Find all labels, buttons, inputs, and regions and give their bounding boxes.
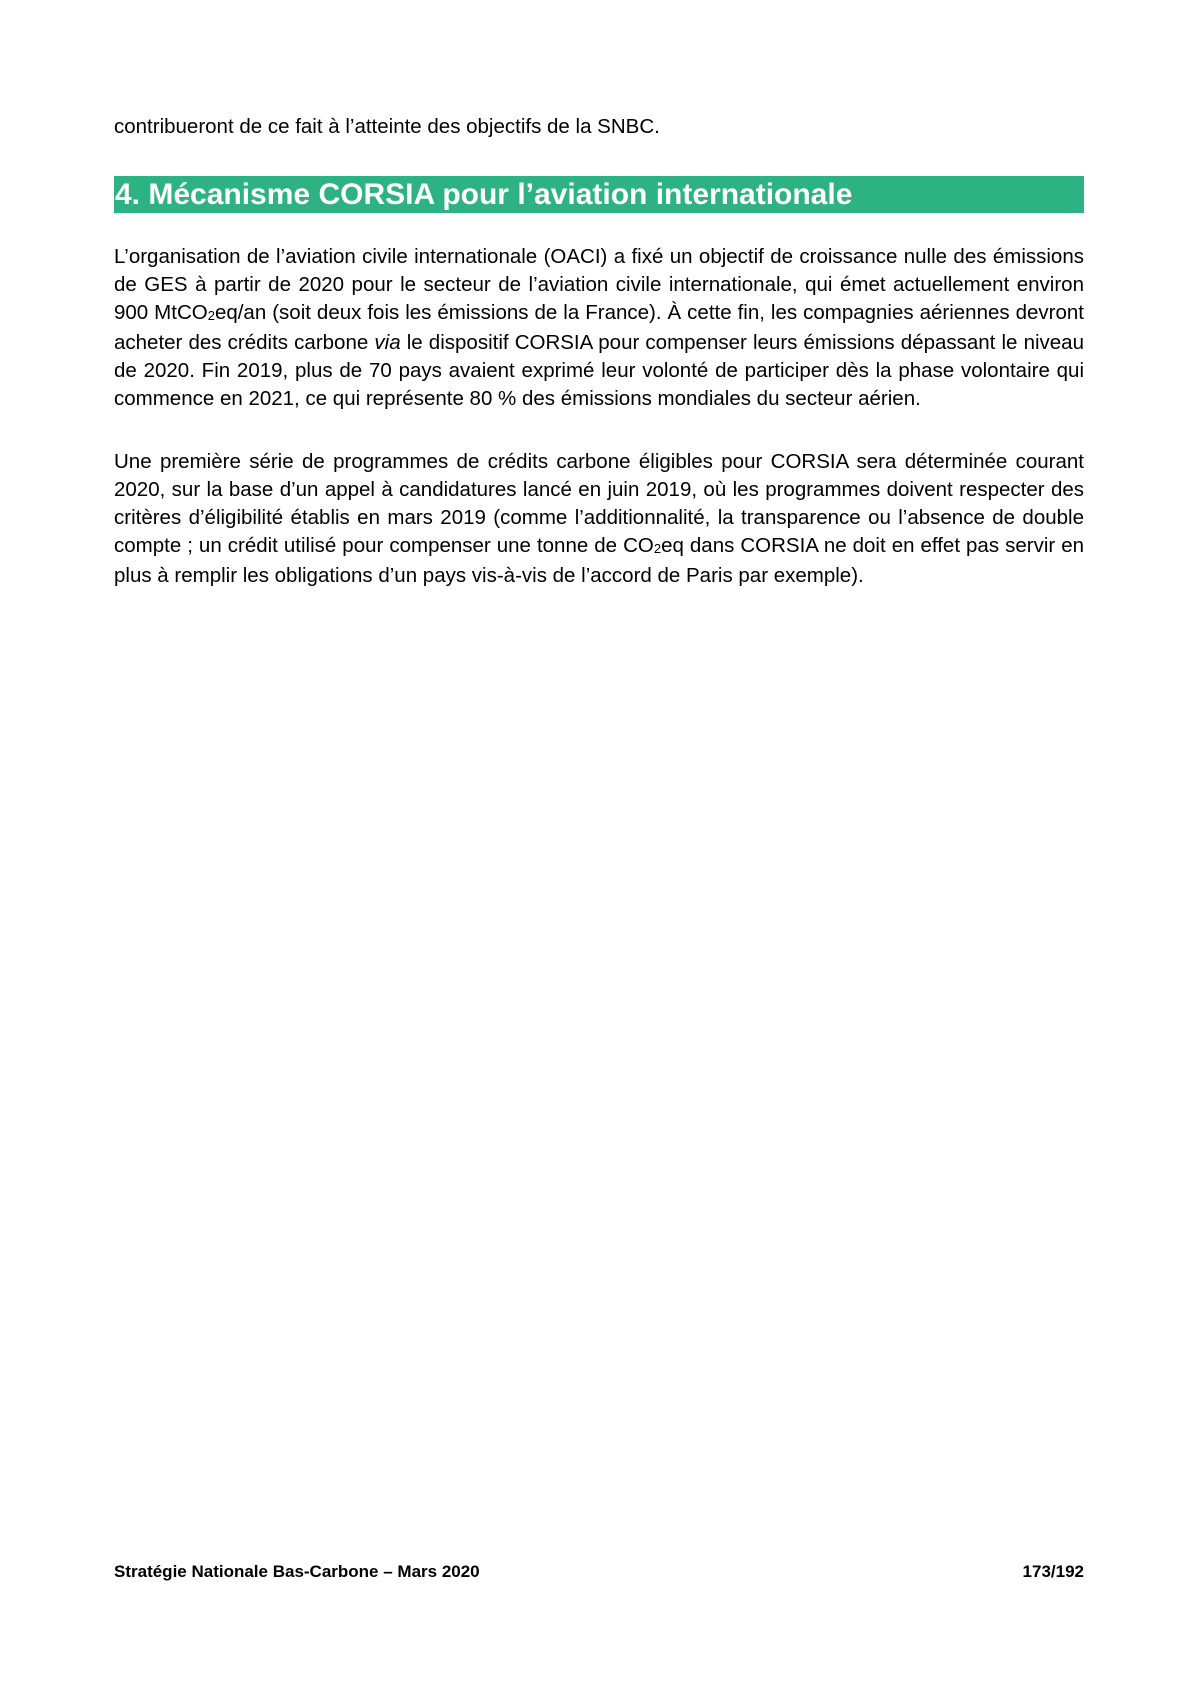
paragraph-oaci-objective bbox=[114, 243, 1084, 413]
footer-document-title: Stratégie Nationale Bas-Carbone – Mars 2020 bbox=[114, 1562, 480, 1581]
paragraph-text: L’organisation de l’aviation civile internationale (OACI) a fixé un objectif de croissance nulle des émissions de GES à partir de 2020 pour le secteur de l’aviation civile internationale, qui émet actuellement environ 900 MtCO bbox=[114, 245, 1084, 324]
subscript-text: 2 bbox=[207, 308, 215, 323]
paragraph-eligible-programs bbox=[114, 448, 1084, 590]
paragraph-text: le dispositif CORSIA pour compenser leurs émissions dépassant le niveau de 2020. Fin 2019, plus de 70 pays avaient exprimé leur volonté de participer dès la phase volontaire qui commence en 2021, ce qui représente 80 % des émissions mondiales du secteur aérien. bbox=[114, 331, 1084, 410]
paragraph-text: eq/an (soit deux fois les émissions de la France). À cette fin, les compagnies aériennes devront acheter des crédits carbone bbox=[114, 301, 1084, 354]
subscript-text: 2 bbox=[653, 541, 662, 556]
paragraph-text: Une première série de programmes de crédits carbone éligibles pour CORSIA sera déterminée courant 2020, sur la base d’un appel à candidatures lancé en juin 2019, où les programmes doivent respecter des critères d’éligibilité établis en mars 2019 (comme l’additionnalité, la transparence ou l’absence de double compte ; un crédit utilisé pour compenser une tonne de CO bbox=[114, 450, 1084, 557]
paragraph-text: eq dans CORSIA ne doit en effet pas servir en plus à remplir les obligations d’un pays vis-à-vis de l’accord de Paris par exemple). bbox=[114, 534, 1085, 587]
page-footer bbox=[114, 1560, 1084, 1584]
footer-page-number: 173/192 bbox=[1022, 1562, 1084, 1581]
section-heading: 4. Mécanisme CORSIA pour l’aviation internationale bbox=[114, 176, 1084, 213]
continuation-paragraph: contribueront de ce fait à l’atteinte des objectifs de la SNBC. bbox=[114, 115, 660, 138]
italic-text: via bbox=[374, 331, 401, 354]
